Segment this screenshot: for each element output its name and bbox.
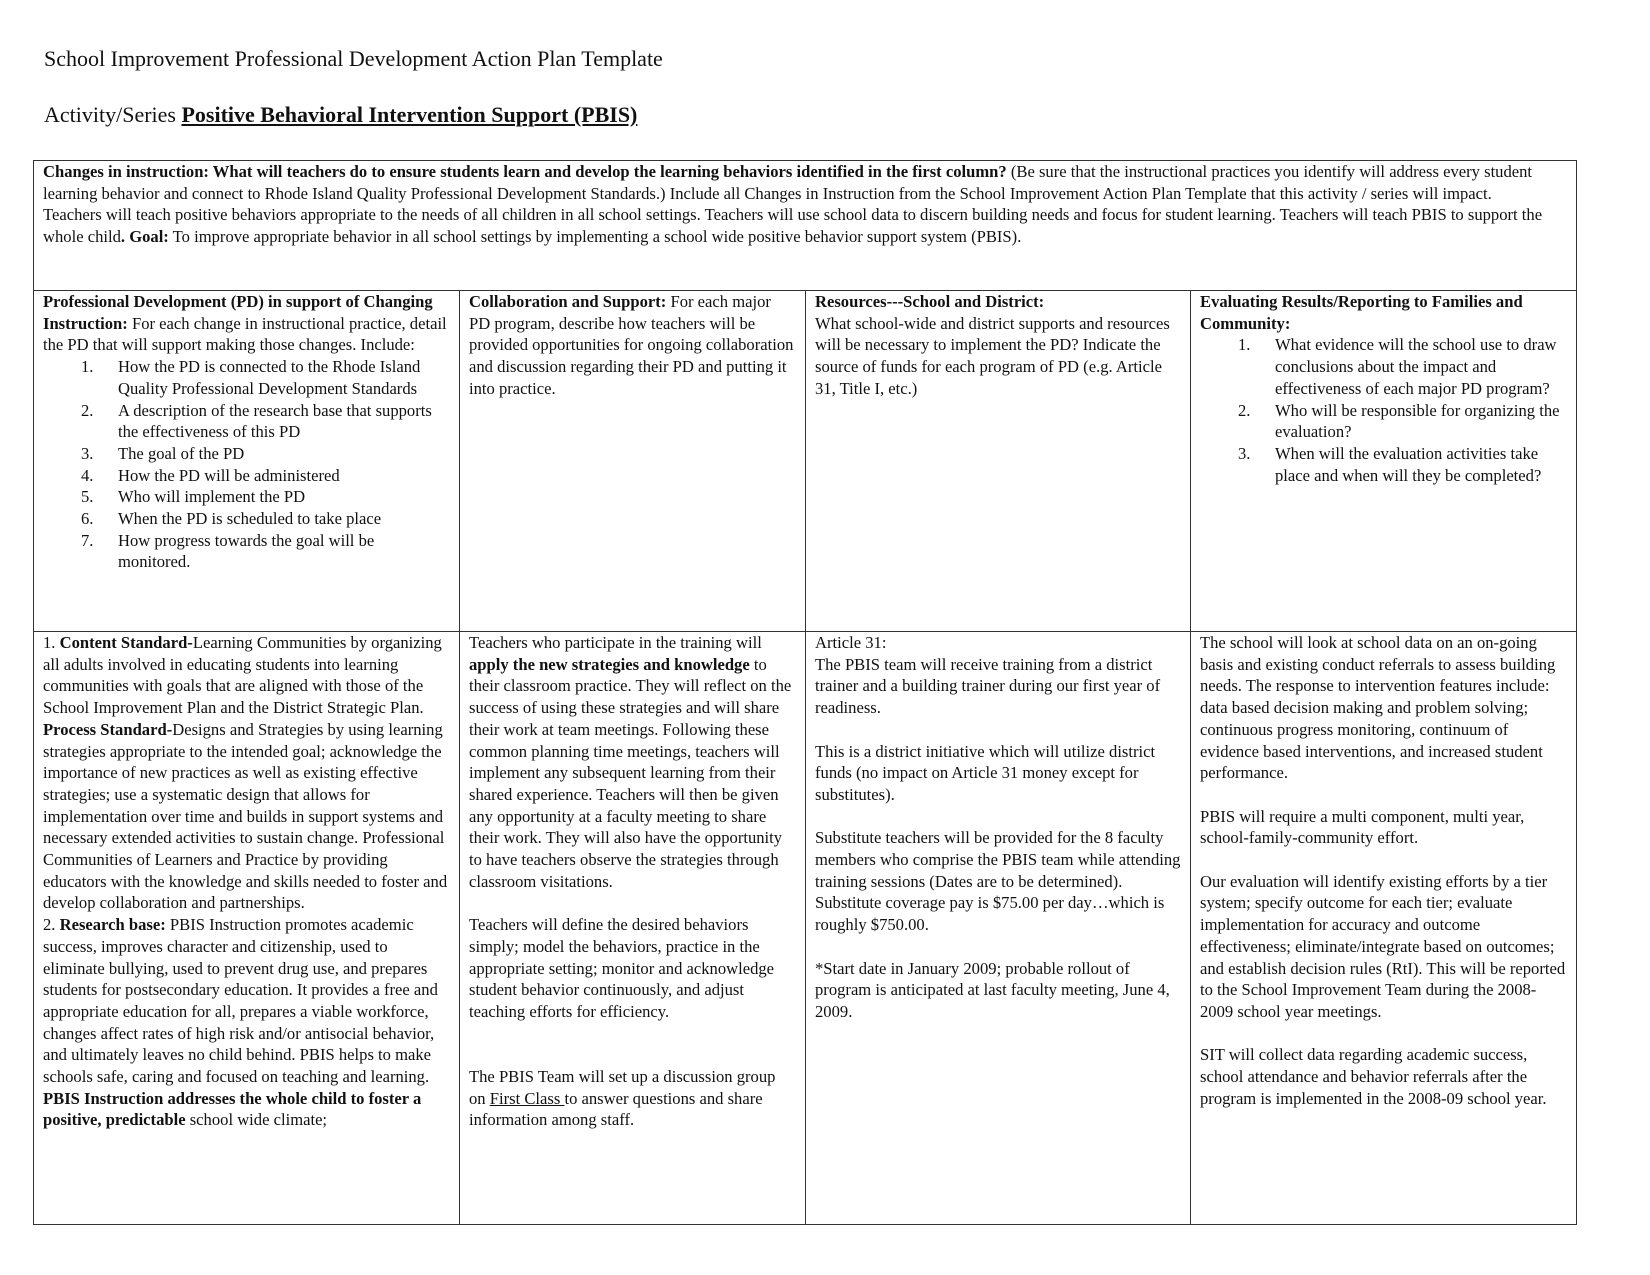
research-base-paragraph: 2. Research base: PBIS Instruction promotes academic success, improves character and citizenship, used to eliminate bullying, used to prevent drug use, and prepares students for postsecondary education. It provides a free and appropriate education for all, prepares a viable workforce, changes affect rates of high risk and/or antisocial behavior, and ultimately leaves no child behind. PBIS helps to make schools safe, caring and focused on teaching and learning. <box>43 915 438 1087</box>
document-subtitle <box>44 102 637 128</box>
evaluation-questions-list <box>1200 334 1567 486</box>
evaluation-tier-paragraph: Our evaluation will identify existing efforts by a tier system; specify outcome for each tier; evaluate implementation for accuracy and outcome effectiveness; eliminate/integrate based on outcomes; and establish decision rules (RtI). This will be reported to the School Improvement Team during the 2008-2009 school year meetings. <box>1200 871 1566 1021</box>
series-name: Positive Behavioral Intervention Support (PBIS) <box>181 102 638 127</box>
training-resources-paragraph: The PBIS team will receive training from a district trainer and a building trainer during our first year of readiness. <box>815 654 1161 718</box>
behaviors-paragraph: Teachers will define the desired behaviors simply; model the behaviors, practice in the appropriate setting; monitor and acknowledge student behavior continuously, and adjust teaching efforts for efficiency. <box>469 915 775 1021</box>
resources-header-text: What school-wide and district supports and resources will be necessary to implement the PD? Indicate the source of funds for each program of PD (e.g. Article 31, Title I, etc.) <box>815 313 1170 398</box>
list-item: 5. Who will implement the PD <box>81 487 306 507</box>
changes-heading: Changes in instruction: What will teachers do to ensure students learn and develop the learning behaviors identified in the first column? <box>43 162 1007 181</box>
changes-in-instruction-section <box>34 161 1576 291</box>
whole-child-paragraph: PBIS Instruction addresses the whole child to foster a positive, predictable school wide climate; <box>43 1088 422 1130</box>
collaboration-content-cell <box>459 632 805 1224</box>
list-item: 7. How progress towards the goal will be monitored. <box>81 530 375 572</box>
list-item: 1. What evidence will the school use to draw conclusions about the impact and effectiveness of each major PD program? <box>1238 335 1557 398</box>
collaboration-header-text: For each major PD program, describe how teachers will be provided opportunities for ongoing collaboration and discussion regarding their PD and putting it into practice. <box>469 292 794 398</box>
collaboration-header-title: Collaboration and Support: <box>469 292 667 311</box>
resources-header-cell <box>805 291 1190 631</box>
school-data-paragraph: The school will look at school data on an on-going basis and existing conduct referrals to assess building needs. The response to intervention features include: data based decision making and problem solving; continuous progress monitoring, continuum of evidence based interventions, and increased student performance. <box>1200 633 1556 783</box>
start-date-paragraph: *Start date in January 2009; probable rollout of program is anticipated at last faculty meeting, June 4, 2009. <box>815 958 1170 1021</box>
pd-content-cell <box>34 632 459 1224</box>
list-item: 2. A description of the research base that supports the effectiveness of this PD <box>81 400 432 442</box>
goal-text: To improve appropriate behavior in all school settings by implementing a school wide positive behavior support system (PBIS). <box>168 227 1022 247</box>
pd-header-title: Professional Development (PD) in support of Changing Instruction: <box>43 292 433 333</box>
list-item: 3. When will the evaluation activities take place and when will they be completed? <box>1238 443 1542 485</box>
process-standard-paragraph: Process Standard-Designs and Strategies by using learning strategies appropriate to the intended goal; acknowledge the importance of new practices as well as existing effective strategies; use a systematic design that allows for implementation over time and builds in support systems and necessary extended activities to sustain change. Professional Communities of Learners and Practice by providing educators with the knowledge and skills needed to foster and develop collaboration and partnerships. <box>43 719 448 913</box>
substitute-teachers-paragraph: Substitute teachers will be provided for the 8 faculty members who comprise the PBIS team while attending training sessions (Dates are to be determined). Substitute coverage pay is $75.00 per day…which is roughly $750.00. <box>815 828 1181 935</box>
list-item: 2. Who will be responsible for organizing the evaluation? <box>1238 400 1560 442</box>
evaluation-header-title: Evaluating Results/Reporting to Families and Community: <box>1200 292 1523 333</box>
pd-requirements-list <box>43 356 450 573</box>
document-title: School Improvement Professional Development Action Plan Template <box>44 46 663 71</box>
plan-content-row <box>34 631 1576 1224</box>
changes-body: Teachers will teach positive behaviors appropriate to the needs of all children in all school settings. Teachers will use school data to discern building needs and focus for student learning. Teachers will teach PBIS to support the whole child <box>43 205 1543 247</box>
training-paragraph: Teachers who participate in the training will apply the new strategies and knowledge to their classroom practice. They will reflect on the success of using these strategies and will share their work at team meetings. Following these common planning time meetings, teachers will implement any subsequent learning from their shared experience. Teachers will then be given any opportunity at a faculty meeting to share their work. They will also have the opportunity to have teachers observe the strategies through classroom visitations. <box>469 633 792 891</box>
evaluation-header-cell <box>1190 291 1576 631</box>
district-funds-paragraph: This is a district initiative which will utilize district funds (no impact on Article 31 money except for substitutes). <box>815 741 1156 804</box>
goal-label: . Goal: <box>120 227 169 247</box>
discussion-group-paragraph: The PBIS Team will set up a discussion group on First Class to answer questions and share information among staff. <box>469 1067 776 1130</box>
changes-instructions: (Be sure that the instructional practices you identify will address every student learning behavior and connect to Rhode Island Quality Professional Development Standards.) Include all Changes in Instruction from the School Improvement Action Plan Template that this activity / series will impact. <box>43 162 1533 203</box>
sit-data-paragraph: SIT will collect data regarding academic success, school attendance and behavior referrals after the program is implemented in the 2008-09 school year. <box>1200 1045 1547 1108</box>
first-class-link[interactable]: First Class <box>489 1088 565 1108</box>
list-item: 4. How the PD will be administered <box>81 465 340 485</box>
pd-header-text: For each change in instructional practice, detail the PD that will support making those changes. Include: <box>43 313 447 355</box>
subtitle-prefix: Activity/Series <box>44 102 182 127</box>
list-item: 1. How the PD is connected to the Rhode Island Quality Professional Development Standards <box>81 357 421 398</box>
evaluation-content-cell <box>1190 632 1576 1224</box>
list-item: 6. When the PD is scheduled to take place <box>81 509 382 529</box>
article-31-label: Article 31: <box>815 633 887 652</box>
pbis-requirement-paragraph: PBIS will require a multi component, multi year, school-family-community effort. <box>1200 806 1525 848</box>
resources-content-cell <box>805 632 1190 1224</box>
list-item: 3. The goal of the PD <box>81 443 245 463</box>
pd-header-cell <box>34 291 459 631</box>
action-plan-table <box>33 160 1577 1225</box>
resources-header-title: Resources---School and District: <box>815 292 1045 311</box>
collaboration-header-cell <box>459 291 805 631</box>
column-headers-row <box>34 291 1576 631</box>
content-standard-paragraph: 1. Content Standard-Learning Communities by organizing all adults involved in educating students into learning communities with goals that are aligned with those of the School Improvement Plan and the District Strategic Plan. <box>43 633 442 718</box>
